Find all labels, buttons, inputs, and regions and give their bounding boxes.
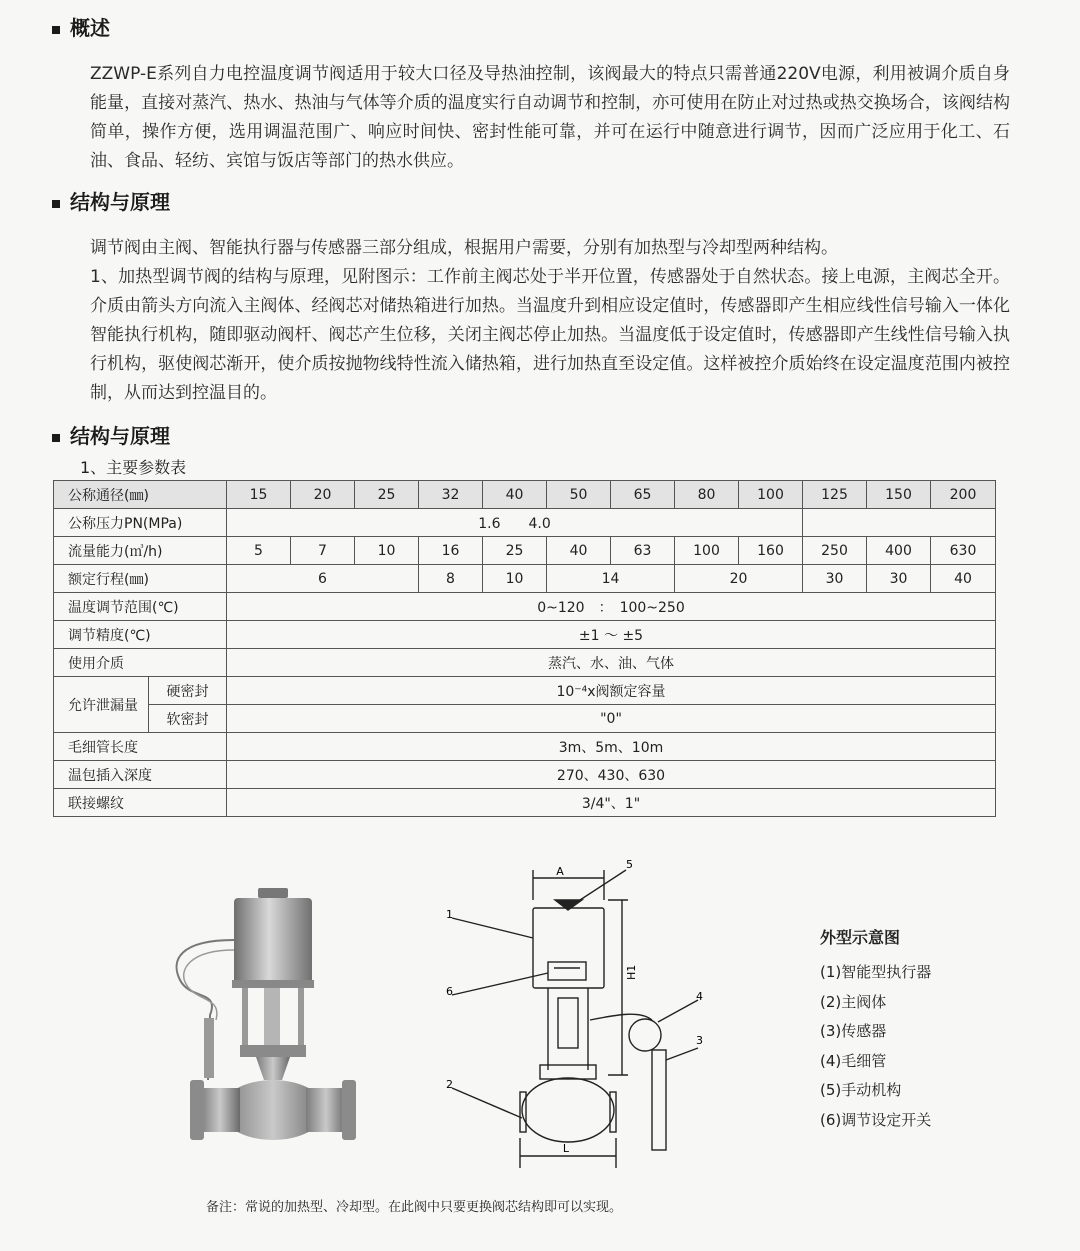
legend-item: (6)调节设定开关 — [820, 1110, 932, 1129]
row-label: 公称压力PN(MPa) — [54, 509, 227, 537]
row-label: 联接螺纹 — [54, 789, 227, 817]
table-cell: 63 — [611, 537, 675, 565]
table-cell: 蒸汽、水、油、气体 — [227, 649, 996, 677]
table-cell: 50 — [547, 481, 611, 509]
table-cell: 150 — [867, 481, 931, 509]
table-cell: 270、430、630 — [227, 761, 996, 789]
footnote: 备注：常说的加热型、冷却型。在此阀中只要更换阀芯结构即可以实现。 — [206, 1200, 623, 1215]
row-label: 流量能力(㎥/h) — [54, 537, 227, 565]
table-cell: 125 — [803, 481, 867, 509]
table-row-capillary — [54, 733, 996, 761]
table-row-stroke — [54, 565, 996, 593]
table-cell: 25 — [355, 481, 419, 509]
dimension-l-label: L — [562, 1142, 570, 1155]
dimension-diagram — [430, 860, 740, 1180]
table-cell: 100 — [675, 537, 739, 565]
table-cell: 3/4"、1" — [227, 789, 996, 817]
params-subtitle: 1、主要参数表 — [80, 458, 187, 477]
table-cell: 3m、5m、10m — [227, 733, 996, 761]
parameter-table — [53, 480, 996, 817]
table-row-accuracy — [54, 621, 996, 649]
table-row-temp — [54, 593, 996, 621]
table-cell: 20 — [675, 565, 803, 593]
row-label: 允许泄漏量 — [54, 677, 149, 733]
callout-4: 4 — [696, 990, 703, 1003]
overview-paragraph: ZZWP-E系列自力电控温度调节阀适用于较大口径及导热油控制，该阀最大的特点只需普通220V电源，利用被调介质自身能量，直接对蒸汽、热水、热油与气体等介质的温度实行自动调节和控制，亦可使用在防止对过热或热交换场合，该阀结构简单，操作方便，选用调温范围广、响应时间快、密封性能可靠，并可在运行中随意进行调节，因而广泛应用于化工、石油、食品、轻纺、宾馆与饭店等部门的热水供应。 — [90, 64, 1010, 171]
legend-item: (5)手动机构 — [820, 1081, 902, 1099]
row-label: 毛细管长度 — [54, 733, 227, 761]
table-cell: 8 — [419, 565, 483, 593]
table-cell: 400 — [867, 537, 931, 565]
dimension-h1-label: H1 — [625, 964, 638, 980]
valve-photo — [160, 880, 360, 1170]
table-cell: 16 — [419, 537, 483, 565]
bullet-square-icon — [52, 434, 60, 442]
dimension-a-label: A — [556, 865, 564, 878]
table-cell: 630 — [931, 537, 996, 565]
table-cell: 40 — [483, 481, 547, 509]
table-cell: "0" — [227, 705, 996, 733]
callout-3: 3 — [696, 1034, 703, 1047]
row-sublabel: 硬密封 — [149, 677, 227, 705]
legend-item: (3)传感器 — [820, 1022, 887, 1040]
table-cell: 10 — [355, 537, 419, 565]
table-cell: 10⁻⁴x阀额定容量 — [227, 677, 996, 705]
table-row-leak-hard — [54, 677, 996, 705]
table-cell: 6 — [227, 565, 419, 593]
table-cell: 250 — [803, 537, 867, 565]
row-label: 调节精度(℃) — [54, 621, 227, 649]
table-cell: 5 — [227, 537, 291, 565]
diagram-legend — [820, 925, 931, 1135]
table-row-flow — [54, 537, 996, 565]
table-cell: 14 — [547, 565, 675, 593]
table-cell: 7 — [291, 537, 355, 565]
table-cell: 80 — [675, 481, 739, 509]
legend-title: 外型示意图 — [820, 928, 901, 947]
table-row-dn — [54, 481, 996, 509]
table-cell: 160 — [739, 537, 803, 565]
legend-item: (2)主阀体 — [820, 992, 887, 1011]
table-row-leak-soft — [54, 705, 996, 733]
table-cell: 0~120 ： 100~250 — [227, 593, 996, 621]
table-cell: ±1 ～ ±5 — [227, 621, 996, 649]
table-cell — [803, 509, 996, 537]
legend-item: (4)毛细管 — [820, 1051, 887, 1070]
callout-6: 6 — [446, 985, 453, 998]
section-heading-params: 结构与原理 — [52, 420, 170, 449]
table-cell: 20 — [291, 481, 355, 509]
callout-5: 5 — [626, 860, 633, 871]
table-row-pn — [54, 509, 996, 537]
table-cell: 1.6 4.0 — [227, 509, 803, 537]
table-row-thread — [54, 789, 996, 817]
table-cell: 40 — [547, 537, 611, 565]
legend-item: (1)智能型执行器 — [820, 963, 932, 981]
row-label: 公称通径(㎜) — [54, 481, 227, 509]
row-label: 温度调节范围(℃) — [54, 593, 227, 621]
table-cell: 200 — [931, 481, 996, 509]
table-cell: 32 — [419, 481, 483, 509]
row-label: 额定行程(㎜) — [54, 565, 227, 593]
table-cell: 40 — [931, 565, 996, 593]
table-cell: 10 — [483, 565, 547, 593]
callout-2: 2 — [446, 1078, 453, 1091]
table-row-depth — [54, 761, 996, 789]
callout-1: 1 — [446, 908, 453, 921]
row-label: 温包插入深度 — [54, 761, 227, 789]
row-label: 使用介质 — [54, 649, 227, 677]
bullet-square-icon — [52, 26, 60, 34]
table-cell: 100 — [739, 481, 803, 509]
table-cell: 30 — [867, 565, 931, 593]
section-heading-overview: 概述 — [52, 12, 110, 41]
structure-paragraphs: 调节阀由主阀、智能执行器与传感器三部分组成，根据用户需要，分别有加热型与冷却型两种结构。 1、加热型调节阀的结构与原理，见附图示：工作前主阀芯处于半开位置，传感器处于自然状态。接上电源，主阀芯全开。介质由箭头方向流入主阀体、经阀芯对储热箱进行加热。当温度升到相应设定值时，传感器即产生相应线性信号输入一体化智能执行机构，随即驱动阀杆、阀芯产生位移，关闭主阀芯停止加热。当温度低于设定值时，传感器即产生线性信号输入执行机构，驱使阀芯渐开，使介质按抛物线特性流入储热箱，进行加热直至设定值。这样被控介质始终在设定温度范围内被控制，从而达到控温目的。 — [90, 238, 1010, 403]
table-cell: 30 — [803, 565, 867, 593]
section-heading-structure: 结构与原理 — [52, 186, 170, 215]
table-cell: 15 — [227, 481, 291, 509]
row-sublabel: 软密封 — [149, 705, 227, 733]
table-cell: 25 — [483, 537, 547, 565]
bullet-square-icon — [52, 200, 60, 208]
table-row-media — [54, 649, 996, 677]
table-cell: 65 — [611, 481, 675, 509]
